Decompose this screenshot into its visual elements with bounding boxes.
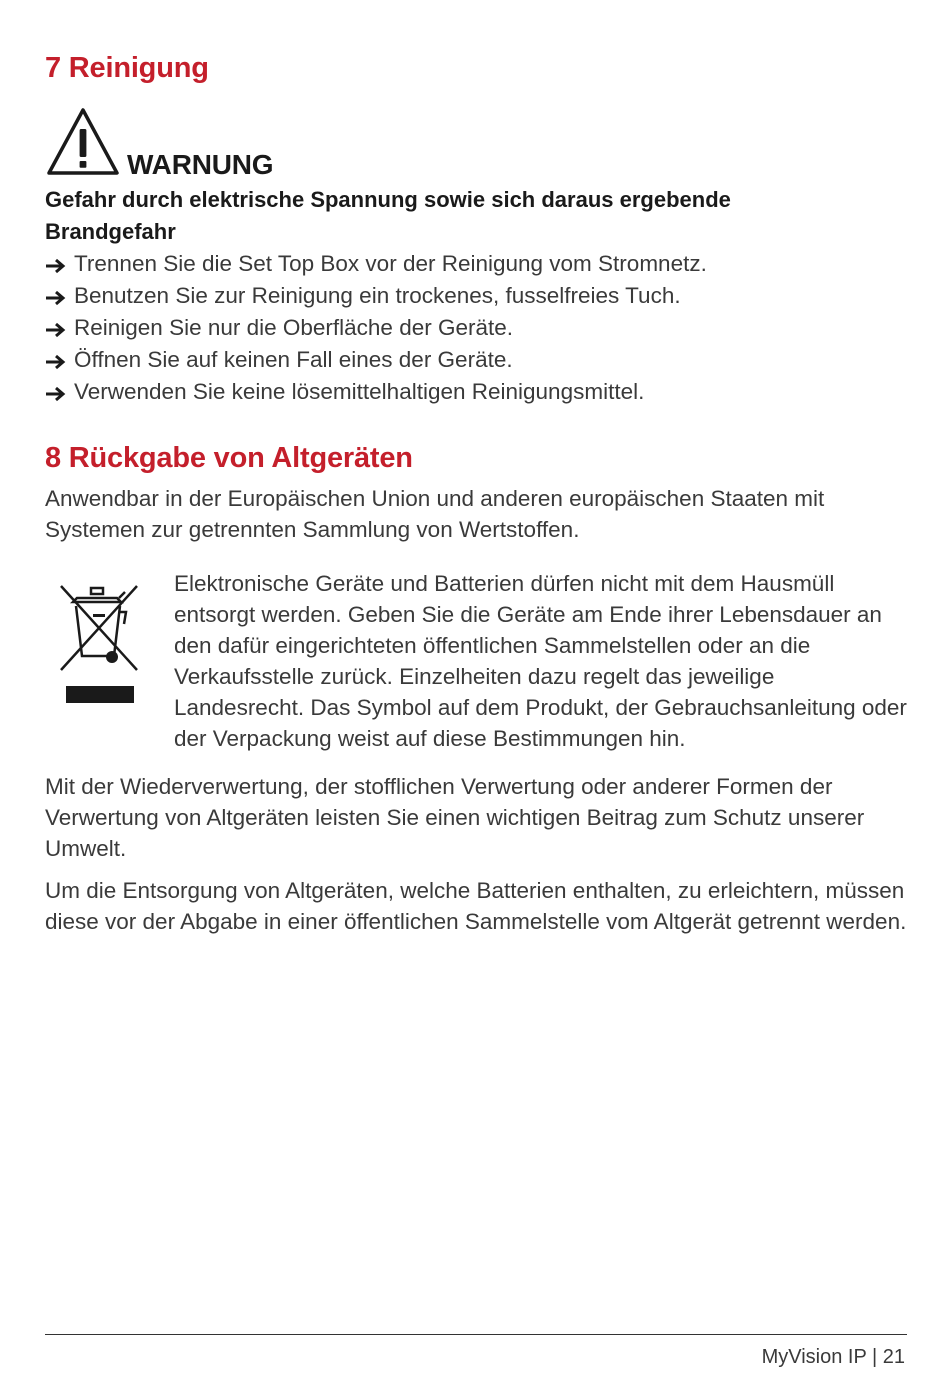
warning-triangle-icon: [45, 105, 121, 177]
list-item: Benutzen Sie zur Reinigung ein trockenes, fusselfreies Tuch.: [45, 280, 707, 312]
section-heading-reinigung: 7 Reinigung: [45, 52, 209, 84]
list-item: Öffnen Sie auf keinen Fall eines der Geräte.: [45, 344, 707, 376]
cleaning-instructions-list: [45, 248, 707, 408]
warning-title: WARNUNG: [127, 149, 274, 180]
list-item: Verwenden Sie keine lösemittelhaltigen Reinigungsmittel.: [45, 376, 707, 408]
section-heading-rueckgabe: 8 Rückgabe von Altgeräten: [45, 442, 413, 474]
list-item: Trennen Sie die Set Top Box vor der Reinigung vom Stromnetz.: [45, 248, 707, 280]
weee-disposal-paragraph: Elektronische Geräte und Batterien dürfen nicht mit dem Hausmüll entsorgt werden. Geben Sie die Geräte am Ende ihrer Lebensdauer an den dafür eingerichteten öffentlichen Sammelstellen oder an die Verkaufsstelle zurück. Einzelheiten dazu regelt das jeweilige Landesrecht. Das Symbol auf dem Produkt, der Gebrauchsanleitung oder der Verpackung weist auf diese Bestimmungen hin.: [174, 571, 907, 751]
danger-description: Gefahr durch elektrische Spannung sowie sich daraus ergebende Brandgefahr: [45, 187, 731, 244]
arrow-right-icon: [45, 289, 67, 307]
arrow-right-icon: [45, 385, 67, 403]
battery-removal-paragraph: Um die Entsorgung von Altgeräten, welche Batterien enthalten, zu erleichtern, müssen diese vor der Abgabe in einer öffentlichen Sammelstelle vom Altgerät getrennt werden.: [45, 878, 907, 934]
warning-block: [45, 105, 445, 181]
arrow-right-icon: [45, 353, 67, 371]
intro-paragraph: Anwendbar in der Europäischen Union und anderen europäischen Staaten mit Systemen zur getrennten Sammlung von Wertstoffen.: [45, 486, 825, 542]
recycling-paragraph: Mit der Wiederverwertung, der stofflichen Verwertung oder anderer Formen der Verwertung von Altgeräten leisten Sie einen wichtigen Beitrag zum Schutz unserer Umwelt.: [45, 774, 865, 861]
crossed-out-wheelie-bin-icon: [55, 578, 145, 708]
footer-page-label: MyVision IP | 21: [761, 1346, 905, 1368]
footer-divider: [45, 1334, 907, 1335]
list-item: Reinigen Sie nur die Oberfläche der Geräte.: [45, 312, 707, 344]
arrow-right-icon: [45, 321, 67, 339]
arrow-right-icon: [45, 257, 67, 275]
